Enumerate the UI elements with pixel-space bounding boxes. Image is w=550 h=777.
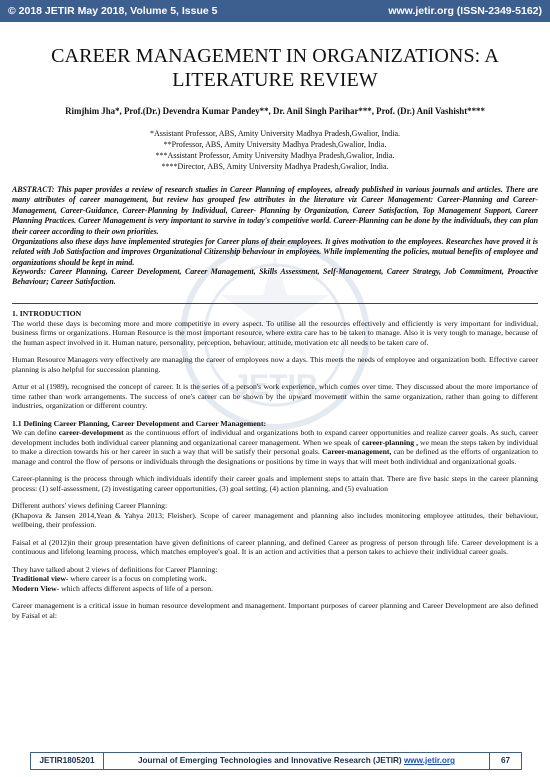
abstract	[12, 185, 538, 268]
modern-view-line	[12, 584, 538, 594]
journal-header-bar	[0, 0, 550, 22]
affiliations	[15, 128, 535, 172]
intro-paragraph-1: The world these days is becoming more and more competitive in every aspect. To utilise all the resources effectively and efficiently is very important for individual, business firms or organizations. Human Resource is the most important resource, where extra care has to be taken to manage. Also it is very tough to manage, because of the human aspect involved in it. Human nature, personality, perception, behaviour, attitude, motivation etc all needs to be taken care of.	[12, 318, 538, 347]
footer-journal-name: Journal of Emerging Technologies and Innovative Research (JETIR)	[137, 756, 404, 765]
text-run: we mean the steps taken by individual to make a direction towards his or her career in such a way that will be satisfy their personal goals.	[12, 437, 538, 456]
intro-heading: 1. INTRODUCTION	[12, 309, 82, 318]
header-right: www.jetir.org (ISSN-2349-5162)	[388, 5, 542, 17]
section-divider	[12, 303, 538, 304]
header-left: © 2018 JETIR May 2018, Volume 5, Issue 5	[8, 5, 218, 17]
affiliation-3: ***Assistant Professor, Amity University Madhya Pradesh,Gwalior, India.	[155, 151, 395, 160]
traditional-view-line	[12, 574, 538, 584]
affiliation-4: ****Director, ABS, Amity University Madhya Pradesh,Gwalior, India.	[161, 162, 389, 171]
text-run: as the continuous effort of individual and organizations both to expand career opportunities and realize career goals. As such, career development includes both individual career planning and organizational career management. When we speak of	[12, 428, 538, 447]
footer-website-link[interactable]: www.jetir.org	[403, 756, 456, 765]
faisal-paragraph: Faisal et al (2012)in their group presentation have given definitions of career planning, and defined Career as progress of person through life. Career development is a continuous and lifelong learning process, which matches employee's goal. It is an action and activities that a person takes to achieve their individual career goals.	[12, 537, 538, 556]
section-1-1-paragraph-1	[12, 428, 538, 466]
modern-view-label: Modern View-	[12, 583, 60, 593]
abstract-paragraph-1: ABSTRACT: This paper provides a review of research studies in Career Planning of employees, already published in various journals and articles. There are many attributes of career management, but review has grouped few attributes in the literature viz Career Management: Career-Planning and Career-Management, Career-Guidance, Career-Planning by Individual, Career- Planning by Organization, Career Satisfaction, Top Management Support, Career Planning Practices. Career Management is very important to survive in today's competitive world. Career-Planning can be done by the individuals, they can plan their career according to their own priorities.	[12, 185, 538, 236]
page-footer	[30, 752, 522, 770]
text-run: which affects different aspects of life of a person.	[59, 583, 214, 593]
views-label: Different authors' views defining Career Planning:	[12, 501, 168, 510]
watermark-text: JETIR	[232, 369, 318, 402]
term-career-planning: career-planning ,	[361, 437, 419, 447]
section-1-1-paragraph-2: Career-planning is the process through which individuals identify their career goals and implement steps to attain that. There are five basic steps in the career planning process: (1) self-assessment, (2) investigating career opportunities, (3) goal setting, (4) action planning, and (5) evaluation	[12, 474, 538, 493]
affiliation-1: *Assistant Professor, ABS, Amity University Madhya Pradesh,Gwalior, India.	[149, 129, 400, 138]
paper-title: CAREER MANAGEMENT IN ORGANIZATIONS: A LITERATURE REVIEW	[51, 45, 499, 91]
footer-page-number: 67	[500, 756, 511, 765]
views-text: (Khapova & Jansen 2014,Yean & Yahya 2013; Fleisher). Scope of career management and planning also includes monitoring employee attitudes, their behaviour, wellbeing, their profession.	[12, 510, 538, 529]
footer-paper-id: JETIR1805201	[31, 753, 104, 769]
text-run: where career is a focus on completing work.	[68, 574, 207, 583]
term-career-management: Career-management,	[321, 447, 392, 456]
text-run: can be defined as the efforts of organization to manage and control the flow of persons or individuals through the designations or positions by time in ways that will meet both individual and organizational goals.	[12, 447, 538, 466]
term-career-development: career-development	[58, 428, 124, 437]
authors-line: Rimjhim Jha*, Prof.(Dr.) Devendra Kumar Pandey**, Dr. Anil Singh Parihar***, Prof. (Dr.) Anil Vashisht****	[65, 106, 485, 116]
abstract-paragraph-2: Organizations also these days have implemented strategies for Career plans of their employees. It gives motivation to the employees. Researches have proved it is related with Job Satisfaction and improves Organizational Citizenship behaviour in employees. While implementing the policies, mutual benefits of employee and organizations should be kept in mind.	[12, 237, 538, 267]
footer-journal	[104, 753, 490, 769]
traditional-view-label: Traditional view-	[12, 574, 69, 583]
keywords: Keywords: Career Planning, Career Development, Career Management, Skills Assessment, Self-Management, Career Strategy, Job Commitment, Proactive Behaviour; Career Satisfaction.	[12, 267, 538, 287]
affiliation-2: **Professor, ABS, Amity University Madhya Pradesh,Gwalior, India.	[163, 140, 387, 149]
intro-paragraph-2: Human Resource Managers very effectively are managing the career of employees now a days. This meets the needs of employee and organization both. Effective career planning is also helpful for succession planning.	[12, 355, 538, 374]
body-text	[12, 309, 538, 628]
text-run: We can define	[12, 428, 59, 437]
last-paragraph: Career management is a critical issue in human resource development and management. Important purposes of career planning and Career Development are also defined by Faisal et al:	[12, 601, 538, 620]
section-1-1-heading: 1.1 Defining Career Planning, Career Development and Career Management:	[12, 418, 267, 428]
two-views-line: They have talked about 2 views of definitions for Career Planning:	[12, 564, 218, 574]
intro-paragraph-3: Artur et al (1989), recognised the concept of career. It is the series of a person's work experience, which comes over time. They discussed about the more importance of time rather than work arrangements. The success of one's career can be shown by the upward movement within the same organization, rather than going to different industries, organization or different country.	[12, 382, 538, 410]
